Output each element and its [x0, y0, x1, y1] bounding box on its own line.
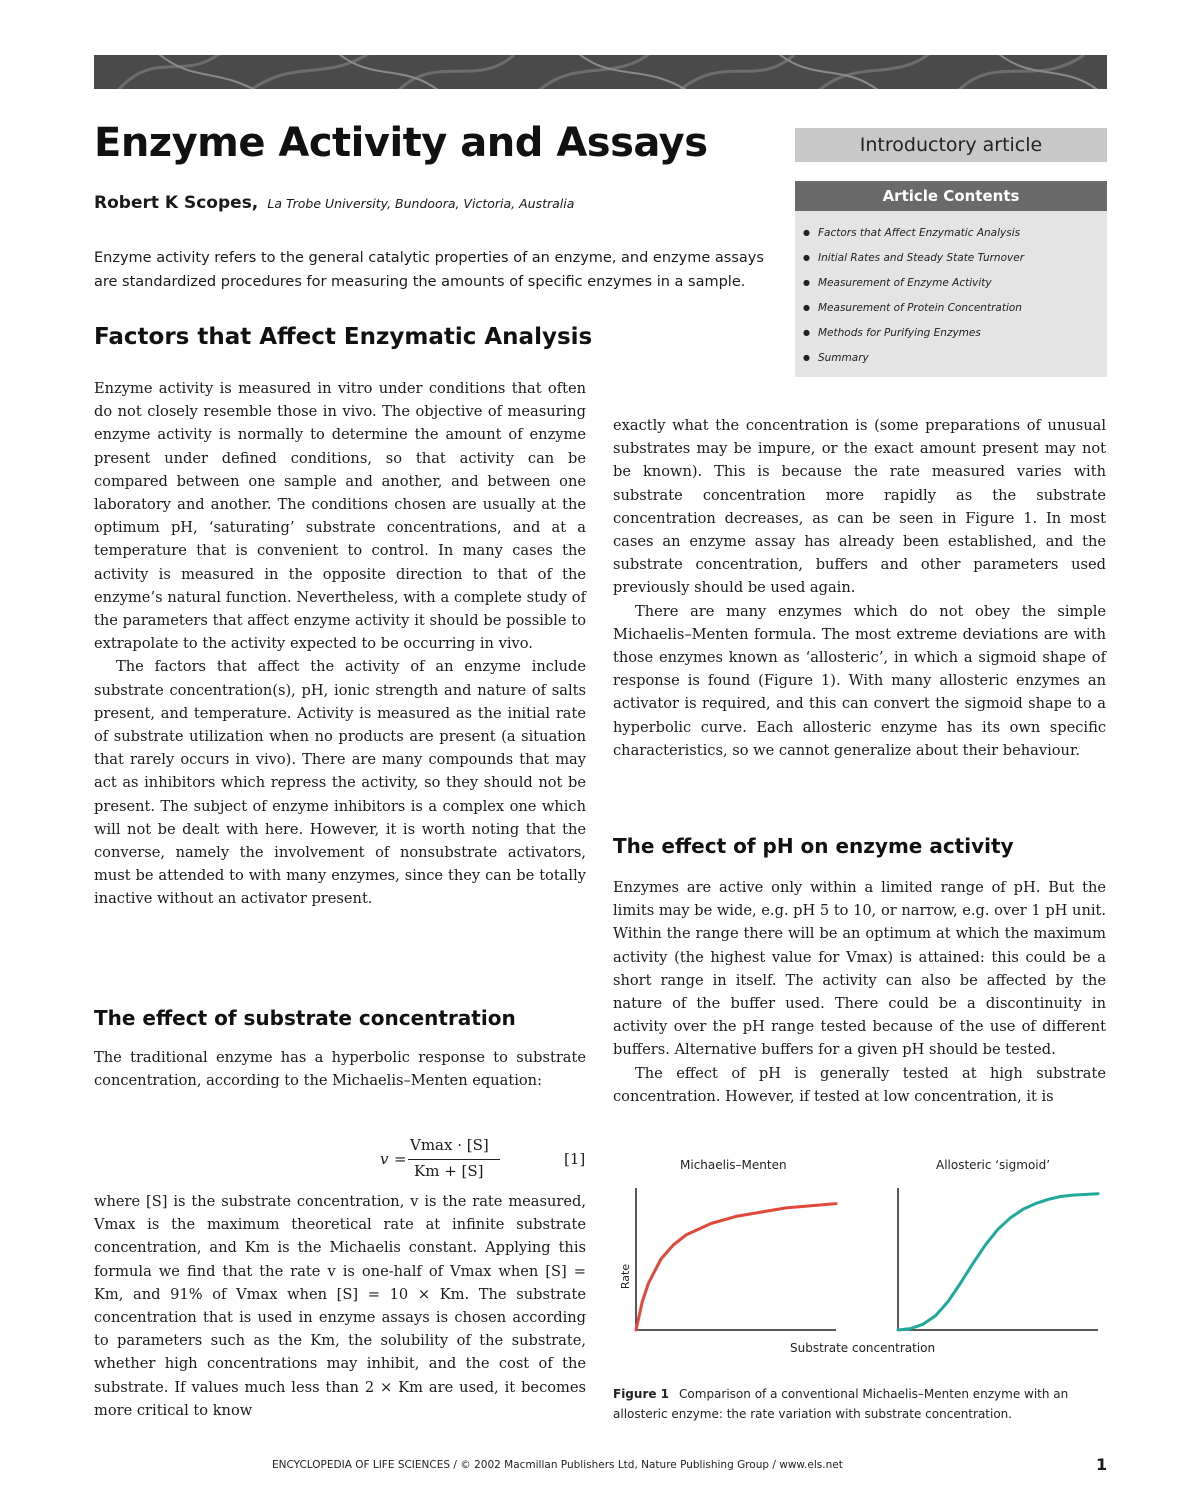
series-line-sigmoid	[898, 1194, 1098, 1330]
chart-y-label: Rate	[619, 1263, 633, 1290]
chart-x-label: Substrate concentration	[790, 1341, 936, 1355]
caption-text: Comparison of a conventional Michaelis–Menten enzyme with an allosteric enzyme: the rate variation with substrate concentration.	[613, 1387, 1069, 1421]
header-banner	[94, 55, 1107, 89]
equation-denominator: Km + [S]	[414, 1162, 484, 1180]
section-heading-factors: Factors that Affect Enzymatic Analysis	[94, 324, 593, 350]
section-heading-ph: The effect of pH on enzyme activity	[613, 834, 1014, 858]
michaelis-menten-equation	[94, 1136, 586, 1186]
contents-item[interactable]	[803, 223, 1107, 248]
contents-item-label: Summary	[817, 352, 869, 364]
banner-pattern	[94, 55, 1107, 89]
contents-item-label: Measurement of Enzyme Activity	[817, 277, 992, 289]
right-column-top	[613, 414, 1106, 762]
contents-item-label: Measurement of Protein Concentration	[817, 302, 1022, 314]
chart-title-allosteric: Allosteric ‘sigmoid’	[936, 1158, 1051, 1172]
author-line	[94, 193, 574, 213]
bullet-icon: ●	[803, 303, 810, 312]
article-type-label: Introductory article	[795, 128, 1107, 162]
abstract: Enzyme activity refers to the general catalytic properties of an enzyme, and enzyme assays are standardized procedures for measuring the amounts of specific enzymes in a sample.	[94, 250, 764, 290]
series-line-hyperbolic	[636, 1204, 836, 1330]
figure-1-chart	[630, 1180, 1110, 1338]
contents-item[interactable]	[803, 248, 1107, 273]
figure-caption	[613, 1384, 1108, 1424]
page-number: 1	[1096, 1455, 1108, 1474]
paragraph: Enzymes are active only within a limited range of pH. But the limits may be wide, e.g. pH 5 to 10, or narrow, e.g. over 1 pH unit. Within the range there will be an optimum at which the maximum activity (the highest value for Vmax) is attained: this could be a short range in itself. The activity can also be affected by the nature of the buffer used. There could be a discontinuity in activity over the pH range tested because of the use of different buffers. Alternative buffers for a given pH should be tested.	[613, 879, 1107, 1059]
equation-equals: =	[394, 1150, 407, 1168]
bullet-icon: ●	[803, 253, 810, 262]
left-column-substrate	[94, 1046, 586, 1092]
article-contents-box	[795, 181, 1107, 377]
contents-item-label: Initial Rates and Steady State Turnover	[817, 252, 1025, 264]
fraction-bar	[408, 1159, 500, 1160]
paragraph: The factors that affect the activity of an enzyme include substrate concentration(s), pH, ionic strength and nature of salts present, and temperature. Activity is measured as the initial rate of substrate utilization when no products are present (a situation that rarely occurs in vivo). There are many compounds that may act as inhibitors which repress the activity, so they should not be present. The subject of enzyme inhibitors is a complex one which will not be dealt with here. However, it is worth noting that the converse, namely the involvement of nonsubstrate activators, must be attended to with many enzymes, since they can be totally inactive without an activator present.	[94, 658, 586, 908]
paragraph: exactly what the concentration is (some preparations of unusual substrates may be impure, or the exact amount present may not be known). This is because the rate measured varies with substrate concentration more rapidly as the substrate concentration decreases, as can be seen in Figure 1. In most cases an enzyme assay has already been established, and the substrate concentration, buffers and other parameters used previously should be used again.	[613, 417, 1106, 597]
paragraph: where [S] is the substrate concentration, v is the rate measured, Vmax is the maximum theoretical rate at infinite substrate concentration, and Km is the Michaelis constant. Applying this formula we find that the rate v is one-half of Vmax when [S] = Km, and 91% of Vmax when [S] = 10 × Km. The substrate concentration that is used in enzyme assays is chosen according to parameters such as the Km, the solubility of the substrate, whether high concentrations may inhibit, and the cost of the substrate. If values much less than 2 × Km are used, it becomes more critical to know	[94, 1193, 586, 1419]
equation-numerator: Vmax · [S]	[410, 1136, 489, 1154]
author-affiliation: La Trobe University, Bundoora, Victoria, Australia	[267, 196, 575, 211]
left-column-substrate-cont	[94, 1190, 586, 1422]
caption-label: Figure 1	[613, 1387, 670, 1401]
left-column-factors	[94, 377, 586, 911]
paragraph: The effect of pH is generally tested at high substrate concentration. However, if tested at low concentration, it is	[613, 1064, 1106, 1105]
contents-item-label: Factors that Affect Enzymatic Analysis	[817, 227, 1021, 239]
equation-number: [1]	[564, 1150, 586, 1168]
bullet-icon: ●	[803, 228, 810, 237]
contents-item[interactable]	[803, 348, 1107, 373]
page-footer: ENCYCLOPEDIA OF LIFE SCIENCES / © 2002 Macmillan Publishers Ltd, Nature Publishing Group / www.els.net	[272, 1459, 843, 1471]
paragraph: Enzyme activity is measured in vitro under conditions that often do not closely resemble those in vivo. The objective of measuring enzyme activity is normally to determine the amount of enzyme present under defined conditions, so that activity can be compared between one sample and another, and between one laboratory and another. The conditions chosen are usually at the optimum pH, ‘saturating’ substrate concentrations, and at a temperature that is convenient to control. In many cases the activity is measured in the opposite direction to that of the enzyme’s natural function. Nevertheless, with a complete study of the parameters that affect enzyme activity it should be possible to extrapolate to the activity expected to be occurring in vivo.	[94, 380, 586, 653]
contents-header: Article Contents	[795, 181, 1107, 211]
equation-lhs: v	[380, 1150, 389, 1168]
right-column-ph	[613, 876, 1106, 1108]
article-title: Enzyme Activity and Assays	[94, 120, 708, 166]
bullet-icon: ●	[803, 328, 810, 337]
chart-title-michaelis: Michaelis–Menten	[680, 1158, 787, 1172]
contents-item[interactable]	[803, 273, 1107, 298]
paragraph: There are many enzymes which do not obey the simple Michaelis–Menten formula. The most extreme deviations are with those enzymes known as ‘allosteric’, in which a sigmoid shape of response is found (Figure 1). With many allosteric enzymes an activator is required, and this can convert the sigmoid shape to a hyperbolic curve. Each allosteric enzyme has its own specific characteristics, so we cannot generalize about their behaviour.	[613, 602, 1106, 759]
contents-list	[795, 223, 1107, 373]
section-heading-substrate: The effect of substrate concentration	[94, 1006, 516, 1030]
contents-item[interactable]	[803, 298, 1107, 323]
contents-item-label: Methods for Purifying Enzymes	[817, 327, 981, 339]
bullet-icon: ●	[803, 278, 810, 287]
paragraph: The traditional enzyme has a hyperbolic response to substrate concentration, according to the Michaelis–Menten equation:	[94, 1049, 586, 1090]
bullet-icon: ●	[803, 353, 810, 362]
author-name: Robert K Scopes,	[94, 193, 259, 213]
contents-item[interactable]	[803, 323, 1107, 348]
